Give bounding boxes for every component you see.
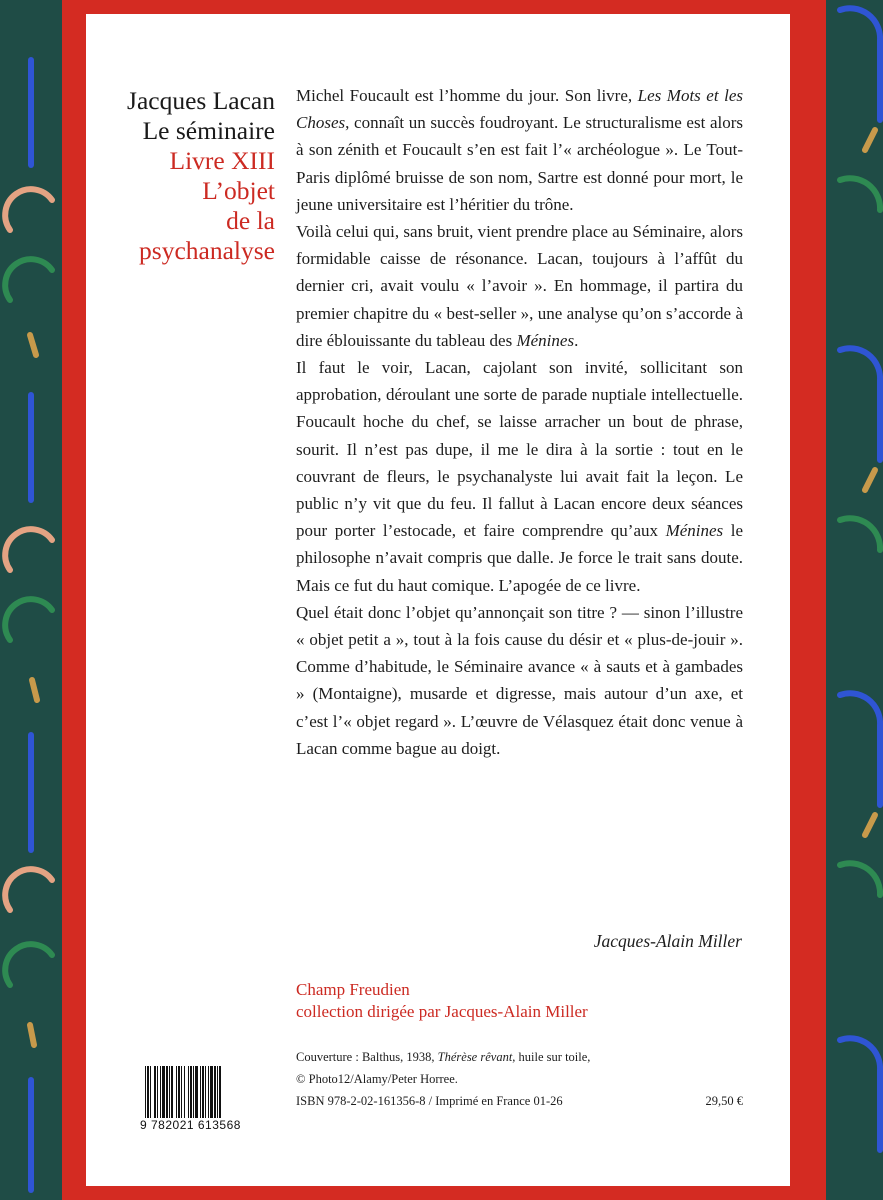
barcode-bar <box>205 1066 206 1118</box>
barcode-bar <box>166 1066 168 1118</box>
isbn-text: ISBN 978-2-02-161356-8 / Imprimé en France 01-26 <box>296 1094 563 1108</box>
collection-info <box>296 979 588 1023</box>
book-number: Livre XIII <box>169 146 275 175</box>
collection-name: Champ Freudien <box>296 980 410 999</box>
isbn-price-row <box>296 1090 743 1112</box>
barcode-bar <box>145 1066 146 1118</box>
barcode-bar <box>154 1066 156 1118</box>
barcode-bar <box>190 1066 192 1118</box>
author-name: Jacques Lacan <box>127 86 275 115</box>
price-text: 29,50 € <box>705 1094 743 1108</box>
series-name: Le séminaire <box>142 116 275 145</box>
paragraph-2: Voilà celui qui, sans bruit, vient prendre place au Séminaire, alors formidable caisse de résonance. Lacan, toujours à l’affût du dernier cri, avait voulu « l’avoir ». En hommage, il partira du premier chapitre du « best-seller », une analyse qu’on s’accorde à dire éblouissante du tableau des Ménines. <box>296 222 743 350</box>
barcode-bar <box>193 1066 194 1118</box>
paragraph-4: Quel était donc l’objet qu’annonçait son titre ? — sinon l’illustre « objet petit a », tout à la fois cause du désir et « plus-de-jouir ». Comme d’habitude, le Séminaire avance « à sauts et à gambades » (Montaigne), musarde et digresse, mais autour d’un axe, et c’est l’« objet regard ». L’œuvre de Vélasquez était donc venue à Lacan comme bague au doigt. <box>296 602 743 758</box>
barcode-bar <box>176 1066 177 1118</box>
subtitle-line-3: psychanalyse <box>139 236 275 265</box>
barcode-bar <box>184 1066 185 1118</box>
barcode-bar <box>195 1066 198 1118</box>
back-cover-page <box>86 14 790 1186</box>
barcode-bar <box>217 1066 218 1118</box>
barcode-bar <box>181 1066 182 1118</box>
barcode-bar <box>178 1066 180 1118</box>
blurb-text <box>296 82 743 762</box>
paragraph-3: Il faut le voir, Lacan, cajolant son invité, sollicitant son approbation, déroulant une sorte de parade nuptiale intellectuelle. Foucault hoche du chef, se laisse arracher un bout de phrase, sourit. Il n’est pas dupe, il me le dira à la sortie : tout en le couvrant de fleurs, le psychanalyste lui avait fait la leçon. Le public n’y vit que du feu. Il fallut à Lacan encore deux séances pour porter l’estocade, et faire comprendre qu’aux Ménines le philosophe n’avait compris que dalle. Je force le trait sans doute. Mais ce fut du haut comique. L’apogée de ce livre. <box>296 358 743 595</box>
barcode-bar <box>160 1066 161 1118</box>
cover-credit-line: Couverture : Balthus, 1938, Thérèse rêvant, huile sur toile, <box>296 1050 591 1064</box>
barcode-bar <box>200 1066 201 1118</box>
barcode-bar <box>208 1066 209 1118</box>
paragraph-1: Michel Foucault est l’homme du jour. Son livre, Les Mots et les Choses, connaît un succès foudroyant. Le structuralisme est alors à son zénith et Foucault s’en est fait l’« archéologue ». Le Tout-Paris diplômé bruisse de son nom, Sartre est donné pour mort, le jeune universitaire est l’héritier du trône. <box>296 86 743 214</box>
subtitle-line-1: L’objet <box>202 176 275 205</box>
subtitle-line-2: de la <box>226 206 275 235</box>
barcode-bar <box>157 1066 158 1118</box>
barcode-bar <box>171 1066 173 1118</box>
barcode-bar <box>150 1066 151 1118</box>
photo-credit-line: © Photo12/Alamy/Peter Horree. <box>296 1072 458 1086</box>
barcode-bar <box>188 1066 189 1118</box>
barcode-bar <box>219 1066 221 1118</box>
signature: Jacques-Alain Miller <box>593 931 742 951</box>
barcode <box>143 1066 259 1122</box>
barcode-bar <box>202 1066 204 1118</box>
barcode-bar <box>169 1066 170 1118</box>
cover-credits <box>296 1046 743 1112</box>
barcode-bar <box>162 1066 165 1118</box>
barcode-bar <box>214 1066 216 1118</box>
barcode-bar <box>210 1066 213 1118</box>
collection-editor: collection dirigée par Jacques-Alain Miller <box>296 1002 588 1021</box>
barcode-digits: 9 782021 613568 <box>140 1118 241 1132</box>
book-title-block <box>127 86 275 266</box>
barcode-bar <box>147 1066 149 1118</box>
